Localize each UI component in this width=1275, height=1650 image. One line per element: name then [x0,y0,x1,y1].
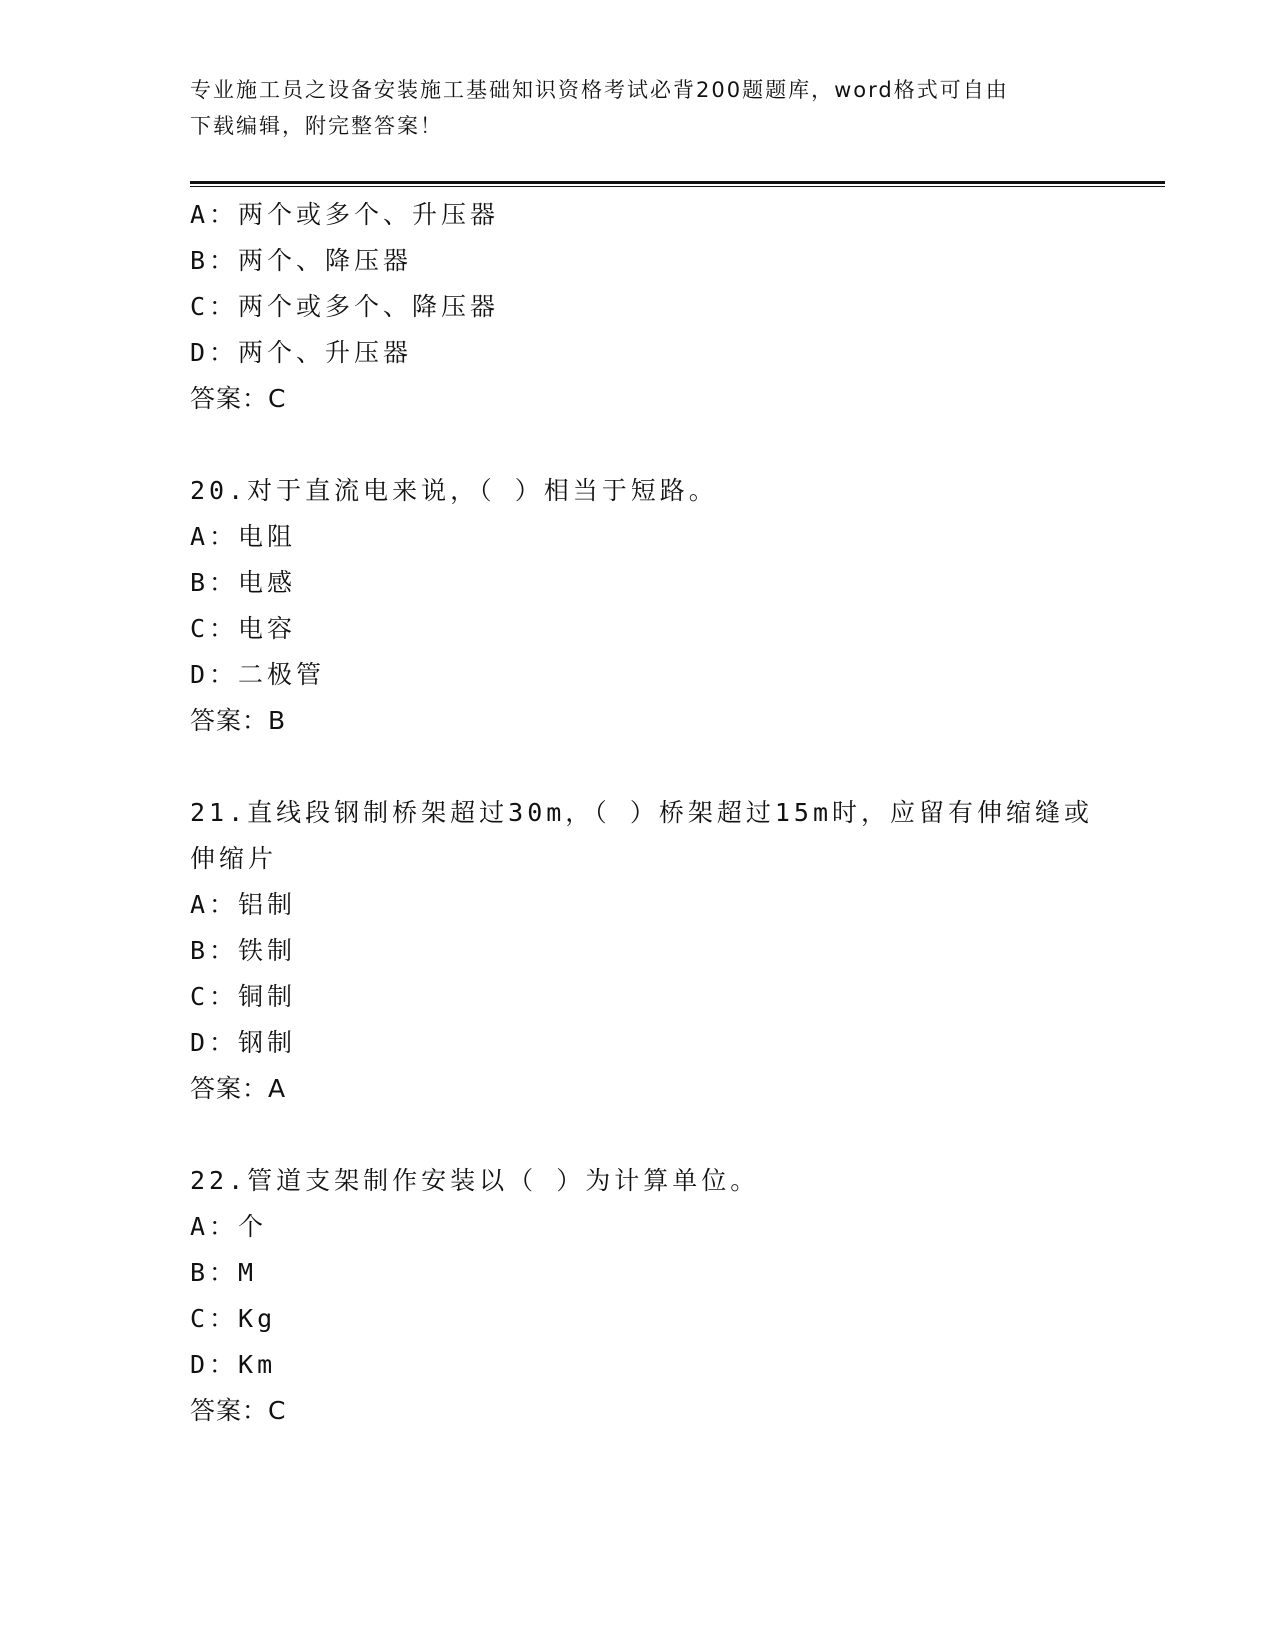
question-stem-line-2: 伸缩片 [190,844,278,873]
question-22 [190,1158,1090,1434]
question-20 [190,468,1090,744]
option-d: D：两个、升压器 [190,338,413,367]
question-stem: 20.对于直流电来说，（ ）相当于短路。 [190,476,718,505]
option-d: D：二极管 [190,660,326,689]
question-19 [190,192,1090,422]
option-c: C：两个或多个、降压器 [190,292,500,321]
header-line-2: 下载编辑，附完整答案！ [190,114,443,138]
option-c: C：电容 [190,614,297,643]
option-b: B：M [190,1258,258,1287]
option-d: D：钢制 [190,1028,297,1057]
question-stem: 22.管道支架制作安装以（ ）为计算单位。 [190,1166,760,1195]
document-header [190,72,1090,144]
option-a: A：两个或多个、升压器 [190,200,500,229]
option-b: B：两个、降压器 [190,246,413,275]
answer: 答案：C [190,384,287,413]
option-c: C：铜制 [190,982,297,1011]
answer: 答案：A [190,1074,287,1103]
header-divider-thick [190,181,1165,184]
header-line-1: 专业施工员之设备安装施工基础知识资格考试必背200题题库，word格式可自由 [190,78,1009,102]
answer: 答案：C [190,1396,287,1425]
header-divider-thin [190,186,1165,187]
option-a: A：电阻 [190,522,297,551]
option-a: A：个 [190,1212,268,1241]
option-d: D：Km [190,1350,277,1379]
option-c: C：Kg [190,1304,277,1333]
question-21 [190,790,1094,1112]
option-b: B：铁制 [190,936,297,965]
option-a: A：铝制 [190,890,297,919]
question-list [190,192,1094,1434]
option-b: B：电感 [190,568,297,597]
question-stem-line-1: 21.直线段钢制桥架超过30m，（ ）桥架超过15m时，应留有伸缩缝或 [190,798,1094,827]
answer: 答案：B [190,706,287,735]
